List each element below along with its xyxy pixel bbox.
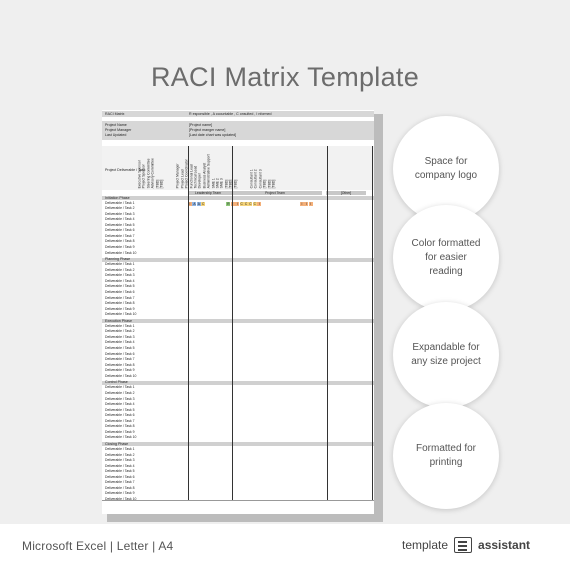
feature-color-formatted xyxy=(393,205,499,311)
column-divider xyxy=(232,146,233,500)
phase-row xyxy=(102,319,374,323)
task-label: Deliverable / Task 9 xyxy=(105,368,135,373)
column-divider xyxy=(372,146,373,500)
role-label: SME 1 xyxy=(211,177,216,188)
task-label: Deliverable / Task 5 xyxy=(105,346,135,350)
task-label: Deliverable / Task 3 xyxy=(105,334,135,339)
task-label: Deliverable / Task 7 xyxy=(105,357,135,362)
task-label: Deliverable / Task 4 xyxy=(105,340,135,345)
role-label: Technical Lead xyxy=(193,165,198,188)
raci-cell: C xyxy=(253,202,256,206)
role-label: SME 3 xyxy=(219,177,224,188)
task-label: Deliverable / Task 8 xyxy=(105,362,135,367)
task-label: Deliverable / Task 4 xyxy=(105,278,135,283)
feature-text: Space for company logo xyxy=(414,156,478,181)
task-label: Deliverable / Task 1 xyxy=(105,200,135,205)
meta-row xyxy=(102,133,374,138)
role-label: Consultant 3 xyxy=(258,168,263,188)
role-header xyxy=(160,148,164,188)
phase-row xyxy=(102,381,374,385)
raci-cell: A xyxy=(197,202,200,206)
task-label: Deliverable / Task 8 xyxy=(105,239,135,244)
role-header xyxy=(234,148,238,188)
task-label: Deliverable / Task 3 xyxy=(105,458,135,463)
column-header-label: Project Deliverable / Task xyxy=(105,168,146,172)
phase-label: Closing Phase xyxy=(105,441,129,446)
role-label: [TBD] xyxy=(267,179,272,188)
role-label: Consultant 1 xyxy=(249,168,254,188)
raci-cell: C xyxy=(240,202,243,206)
feature-text: Formatted for printing xyxy=(415,443,477,468)
task-label: Deliverable / Task 10 xyxy=(105,496,137,501)
task-label: Deliverable / Task 5 xyxy=(105,469,135,474)
role-label: [TBD] xyxy=(228,179,233,188)
meta-value: [Project name] xyxy=(189,123,213,127)
role-label: Executive Sponsor xyxy=(137,159,142,188)
phase-label: Initiation Phase xyxy=(105,195,130,200)
role-label: Project Coordinator xyxy=(184,158,189,188)
role-label: Steering Committee xyxy=(146,158,151,188)
task-label: Deliverable / Task 2 xyxy=(105,206,135,211)
task-label: Deliverable / Task 4 xyxy=(105,463,135,468)
task-label: Deliverable / Task 6 xyxy=(105,289,135,294)
task-label: Deliverable / Task 9 xyxy=(105,429,135,434)
meta-value: [Last date chart was updated] xyxy=(189,133,237,137)
page-title: RACI Matrix Template xyxy=(150,62,420,92)
raci-cell: I xyxy=(258,202,260,206)
role-label: [TBD] xyxy=(224,179,229,188)
phase-label: Control Phase xyxy=(105,380,128,385)
task-label: Deliverable / Task 1 xyxy=(105,447,135,451)
task-label: Deliverable / Task 1 xyxy=(105,385,135,390)
task-label: Deliverable / Task 3 xyxy=(105,396,135,401)
task-label: Deliverable / Task 6 xyxy=(105,351,135,356)
phase-label: Planning Phase xyxy=(105,257,131,262)
role-header xyxy=(151,148,155,188)
role-label: [TBD] xyxy=(159,179,164,188)
role-group-header: [Other] xyxy=(326,191,366,195)
raci-legend: R esponsible , A ccountable , C onsulted , I nformed xyxy=(189,112,272,116)
task-label: Deliverable / Task 3 xyxy=(105,273,135,278)
task-label: Deliverable / Task 10 xyxy=(105,373,137,378)
meta-label: Last Updated xyxy=(105,133,127,137)
file-formats: Microsoft Excel | Letter | A4 xyxy=(22,539,174,553)
task-label: Deliverable / Task 8 xyxy=(105,485,135,490)
phase-row xyxy=(102,442,374,446)
role-label: Functional Lead xyxy=(189,163,194,188)
raci-cell: I xyxy=(310,202,312,206)
role-label: SME 2 xyxy=(215,177,220,188)
role-label: Administrative Support xyxy=(206,153,211,188)
role-label: [TBD] xyxy=(155,179,160,188)
task-label: Deliverable / Task 3 xyxy=(105,211,135,216)
role-label: [TBD] xyxy=(262,179,267,188)
task-label: Deliverable / Task 9 xyxy=(105,306,135,311)
task-label: Deliverable / Task 7 xyxy=(105,233,135,238)
role-header xyxy=(272,148,276,188)
task-label: Deliverable / Task 7 xyxy=(105,295,135,300)
feature-text: Color formatted for easier reading xyxy=(411,238,481,277)
role-label: Project Manager xyxy=(175,163,180,188)
phase-row xyxy=(102,196,374,200)
brand-name-part1: template xyxy=(402,538,449,552)
role-group-header: Leadership Team xyxy=(188,191,228,195)
task-label: Deliverable / Task 2 xyxy=(105,452,135,457)
task-label: Deliverable / Task 5 xyxy=(105,222,135,227)
role-label: [TBD] xyxy=(271,179,276,188)
meta-label: Project Manager xyxy=(105,128,132,132)
feature-text: Expandable for any size project xyxy=(411,342,481,367)
table-bottom-border xyxy=(102,500,374,501)
raci-cell: I xyxy=(189,202,191,206)
task-label: Deliverable / Task 1 xyxy=(105,262,135,267)
role-label: Project Lead xyxy=(180,168,185,188)
heading-row xyxy=(102,112,374,117)
task-label: Deliverable / Task 4 xyxy=(105,402,135,407)
task-label: Deliverable / Task 6 xyxy=(105,413,135,418)
role-label: [TBD] xyxy=(233,179,238,188)
role-header xyxy=(263,148,267,188)
task-label: Deliverable / Task 4 xyxy=(105,217,135,222)
raci-cell: I xyxy=(305,202,307,206)
role-label: Business Analyst xyxy=(202,162,207,188)
footer-bar xyxy=(0,524,570,569)
raci-cell: R xyxy=(227,202,230,206)
role-header xyxy=(207,148,211,188)
phase-row xyxy=(102,258,374,262)
task-label: Deliverable / Task 8 xyxy=(105,424,135,429)
spreadsheet-preview xyxy=(102,110,374,514)
raci-cell: I xyxy=(236,202,238,206)
role-label: Project Sponsor xyxy=(141,163,146,188)
task-label: Deliverable / Task 6 xyxy=(105,474,135,479)
raci-cell: C xyxy=(244,202,248,206)
raci-cell: C xyxy=(249,202,252,206)
role-label: Developer xyxy=(197,172,202,188)
role-label: Consultant 2 xyxy=(253,168,258,188)
raci-cell: C xyxy=(202,202,205,206)
task-label: Deliverable / Task 7 xyxy=(105,480,135,485)
feature-expandable xyxy=(393,302,499,408)
task-label: Deliverable / Task 2 xyxy=(105,390,135,395)
feature-printing xyxy=(393,403,499,509)
task-label: Deliverable / Task 7 xyxy=(105,418,135,423)
column-divider xyxy=(188,146,189,500)
phase-label: Execution Phase xyxy=(105,318,132,323)
task-label: Deliverable / Task 1 xyxy=(105,323,135,328)
checklist-icon xyxy=(454,537,472,553)
raci-cell: I xyxy=(301,202,303,206)
raci-cell: A xyxy=(193,202,196,206)
task-label: Deliverable / Task 10 xyxy=(105,312,137,317)
task-label: Deliverable / Task 10 xyxy=(105,250,137,255)
task-label: Deliverable / Task 9 xyxy=(105,491,135,496)
meta-value: [Project manger name] xyxy=(189,128,226,132)
task-label: Deliverable / Task 5 xyxy=(105,284,135,289)
task-label: Deliverable / Task 9 xyxy=(105,245,135,249)
sheet-heading: RACI Matrix xyxy=(105,112,125,116)
brand-name-part2: assistant xyxy=(478,538,531,552)
role-group-header: Project Team xyxy=(228,191,322,195)
task-label: Deliverable / Task 2 xyxy=(105,329,135,334)
meta-label: Project Name xyxy=(105,123,127,127)
task-label: Deliverable / Task 8 xyxy=(105,301,135,306)
task-label: Deliverable / Task 5 xyxy=(105,407,135,412)
role-label: Advisory Committee xyxy=(150,157,155,188)
task-label: Deliverable / Task 2 xyxy=(105,267,135,272)
brand-logo xyxy=(402,537,530,553)
column-divider xyxy=(327,146,328,500)
task-label: Deliverable / Task 6 xyxy=(105,228,135,233)
task-label: Deliverable / Task 10 xyxy=(105,435,137,440)
